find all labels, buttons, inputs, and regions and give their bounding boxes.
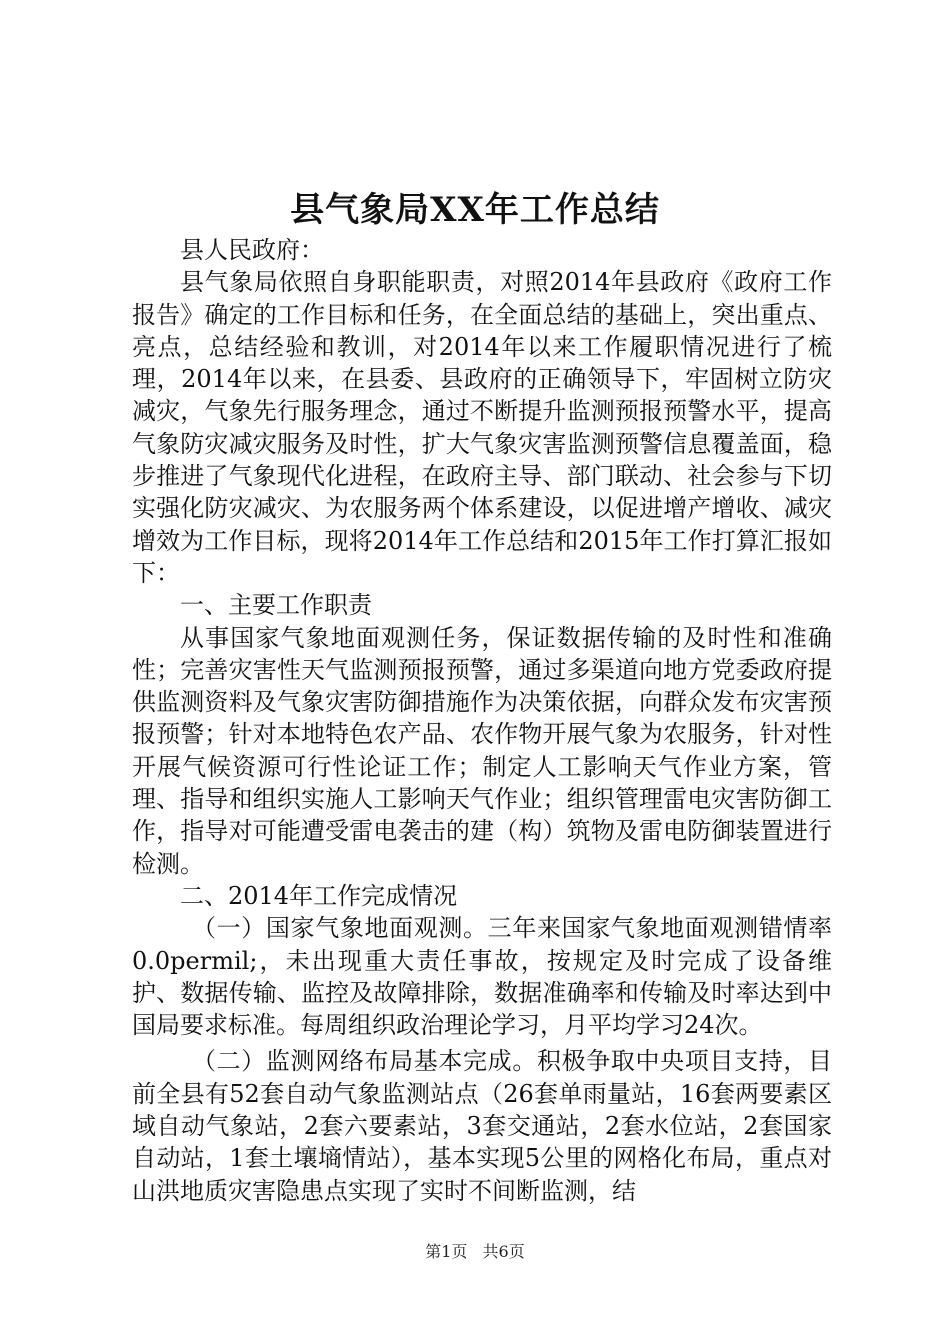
salutation: 县人民政府： (180, 236, 324, 264)
observation-paragraph: （一）国家气象地面观测。三年来国家气象地面观测错情率0.0permil;，未出现重大责任事故，按规定及时完成了设备维护、数据传输、监控及故障排除，数据准确率和传输及时率达到中国局要求标准。每周组织政治理论学习，月平均学习24次。 (132, 914, 832, 1040)
duties-paragraph: 从事国家气象地面观测任务，保证数据传输的及时性和准确性；完善灾害性天气监测预报预警，通过多渠道向地方党委政府提供监测资料及气象灾害防御措施作为决策依据，向群众发布灾害预报预警；针对本地特色农产品、农作物开展气象为农服务，针对性开展气候资源可行性论证工作；制定人工影响天气作业方案，管理、指导和组织实施人工影响天气作业；组织管理雷电灾害防御工作，指导对可能遭受雷电袭击的建（构）筑物及雷电防御装置进行检测。 (132, 623, 832, 878)
page-total: 共6页 (482, 1242, 525, 1261)
network-paragraph: （二）监测网络布局基本完成。积极争取中央项目支持，目前全县有52套自动气象监测站点（26套单雨量站，16套两要素区域自动气象站，2套六要素站，3套交通站，2套水位站，2套国家自动站，1套土壤墒情站），基本实现5公里的网格化布局，重点对山洪地质灾害隐患点实现了实时不间断监测，结 (132, 1047, 832, 1205)
document-title: 县气象局XX年工作总结 (290, 190, 660, 230)
page-footer (0, 1240, 950, 1264)
page-number: 第1页 (425, 1242, 468, 1261)
section-heading-duties: 一、主要工作职责 (180, 591, 372, 620)
document-body (132, 234, 832, 1207)
section-heading-completion: 二、2014年工作完成情况 (180, 881, 458, 910)
intro-paragraph: 县气象局依照自身职能职责，对照2014年县政府《政府工作报告》确定的工作目标和任务，在全面总结的基础上，突出重点、亮点，总结经验和教训，对2014年以来工作履职情况进行了梳理，2014年以来，在县委、县政府的正确领导下，牢固树立防灾减灾，气象先行服务理念，通过不断提升监测预报预警水平，提高气象防灾减灾服务及时性，扩大气象灾害监测预警信息覆盖面，稳步推进了气象现代化进程，在政府主导、部门联动、社会参与下切实强化防灾减灾、为农服务两个体系建设，以促进增产增收、减灾增效为工作目标，现将2014年工作总结和2015年工作打算汇报如下： (132, 268, 832, 587)
